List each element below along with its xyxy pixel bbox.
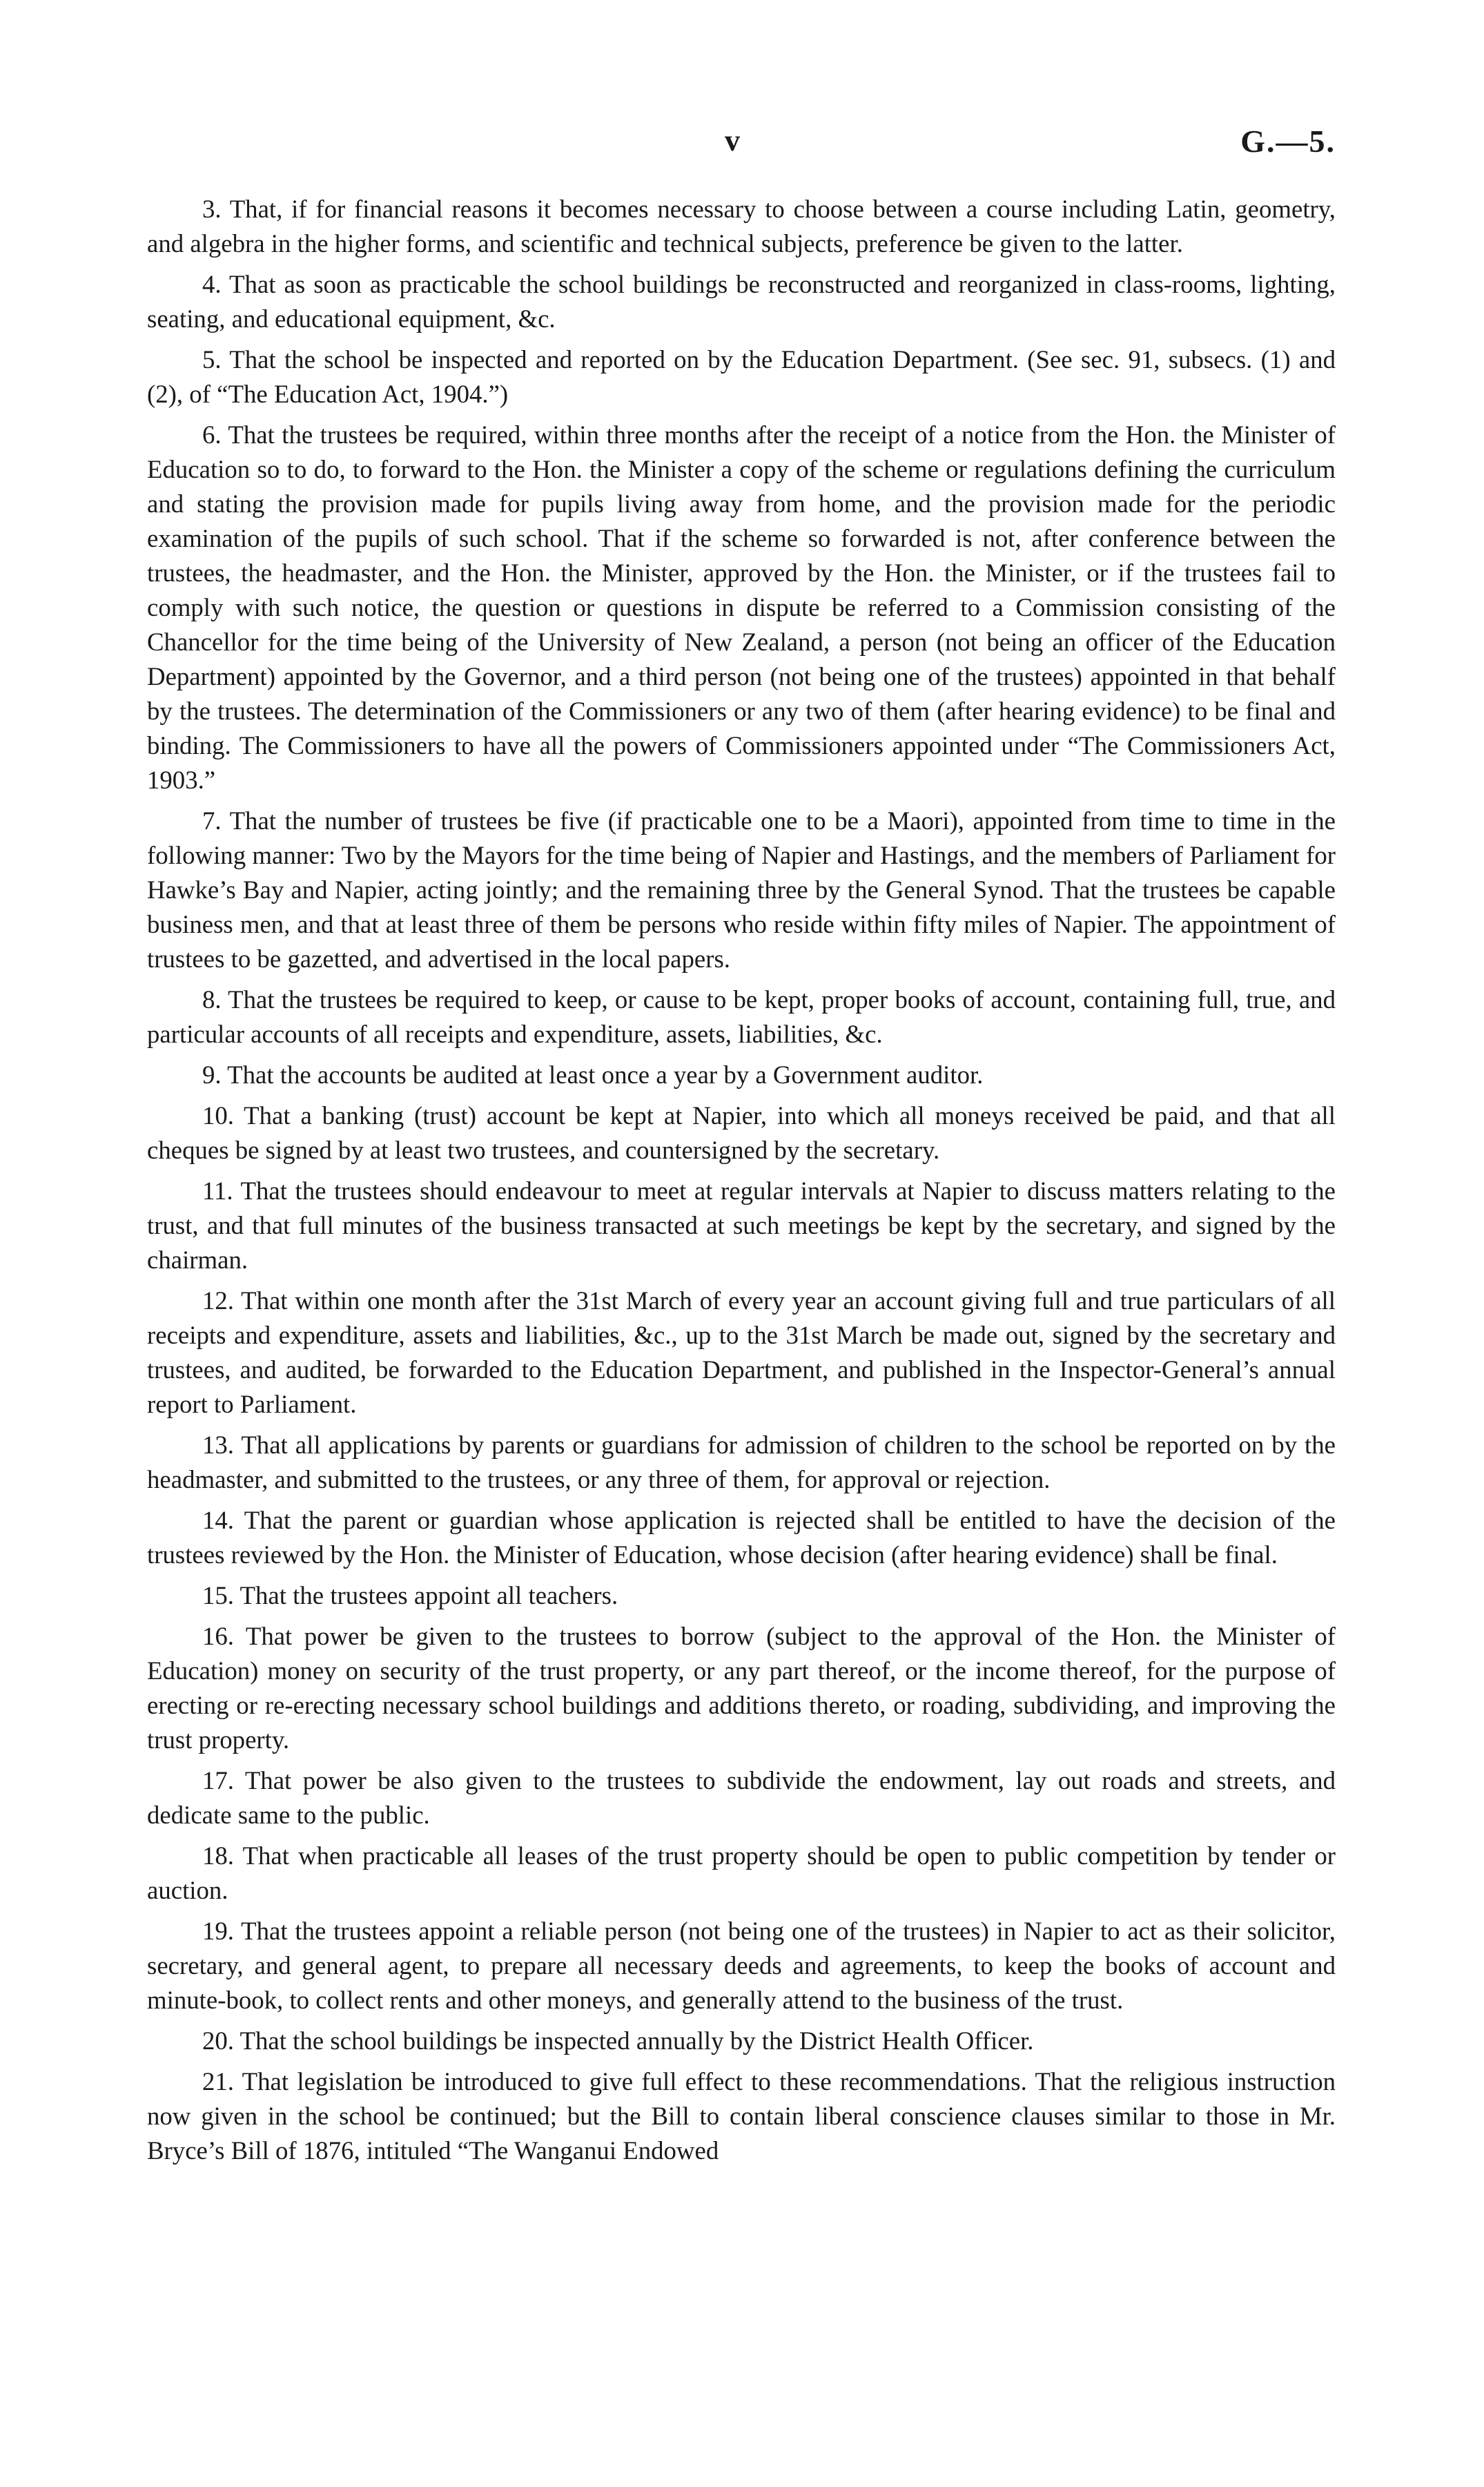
page-header: [0, 123, 1484, 164]
paragraph-20: 20. That the school buildings be inspected annually by the District Health Officer.: [202, 2026, 1034, 2055]
page-number: v: [725, 124, 740, 157]
paragraph-10: 10. That a banking (trust) account be kept at Napier, into which all moneys received be paid, and that all cheques be signed by at least two trustees, and countersigned by the secretary.: [147, 1101, 1336, 1164]
document-body: [147, 192, 1336, 2174]
document-reference: G.—5.: [1240, 124, 1336, 159]
paragraph-11: 11. That the trustees should endeavour to meet at regular intervals at Napier to discuss matters relating to the trust, and that full minutes of the business transacted at such meetings be kept by the secretary, and signed by the chairman.: [147, 1177, 1336, 1274]
paragraph-5: 5. That the school be inspected and reported on by the Education Department. (See sec. 91, subsecs. (1) and (2), of “The Education Act, 1904.”): [147, 345, 1336, 408]
paragraph-19: 19. That the trustees appoint a reliable person (not being one of the trustees) in Napier to act as their solicitor, secretary, and general agent, to prepare all necessary deeds and agreements, to keep the books of account and minute-book, to collect rents and other moneys, and generally attend to the business of the trust.: [147, 1917, 1336, 2014]
paragraph-21: 21. That legislation be introduced to give full effect to these recommendations. That the religious instruction now given in the school be continued; but the Bill to contain liberal conscience clauses similar to those in Mr. Bryce’s Bill of 1876, intituled “The Wanganui Endowed: [147, 2067, 1336, 2165]
paragraph-8: 8. That the trustees be required to keep, or cause to be kept, proper books of account, containing full, true, and particular accounts of all receipts and expenditure, assets, liabilities, &c.: [147, 985, 1336, 1048]
paragraph-17: 17. That power be also given to the trustees to subdivide the endowment, lay out roads and streets, and dedicate same to the public.: [147, 1766, 1336, 1829]
paragraph-14: 14. That the parent or guardian whose application is rejected shall be entitled to have the decision of the trustees reviewed by the Hon. the Minister of Education, whose decision (after hearing evidence) shall be final.: [147, 1506, 1336, 1569]
paragraph-9: 9. That the accounts be audited at least once a year by a Government auditor.: [202, 1061, 984, 1089]
paragraph-13: 13. That all applications by parents or guardians for admission of children to the school be reported on by the headmaster, and submitted to the trustees, or any three of them, for approval or rejection.: [147, 1431, 1336, 1493]
paragraph-12: 12. That within one month after the 31st March of every year an account giving full and true particulars of all receipts and expenditure, assets and liabilities, &c., up to the 31st March be made out, signed by the secretary and trustees, and audited, be forwarded to the Education Department, and published in the Inspector-General’s annual report to Parliament.: [147, 1286, 1336, 1418]
paragraph-15: 15. That the trustees appoint all teachers.: [202, 1581, 618, 1609]
paragraph-18: 18. That when practicable all leases of the trust property should be open to public competition by tender or auction.: [147, 1841, 1336, 1904]
paragraph-3: 3. That, if for financial reasons it becomes necessary to choose between a course including Latin, geometry, and algebra in the higher forms, and scientific and technical subjects, preference be given to the latter.: [147, 195, 1336, 258]
paragraph-16: 16. That power be given to the trustees to borrow (subject to the approval of the Hon. the Minister of Education) money on security of the trust property, or any part thereof, or the income thereof, for the purpose of erecting or re-erecting necessary school buildings and additions thereto, or roading, subdividing, and improving the trust property.: [147, 1622, 1336, 1754]
paragraph-6: 6. That the trustees be required, within three months after the receipt of a notice from the Hon. the Minister of Education so to do, to forward to the Hon. the Minister a copy of the scheme or regulations defining the curriculum and stating the provision made for pupils living away from home, and the provision made for the periodic examination of the pupils of such school. That if the scheme so forwarded is not, after conference between the trustees, the headmaster, and the Hon. the Minister, approved by the Hon. the Minister, or if the trustees fail to comply with such notice, the question or questions in dispute be referred to a Commission consisting of the Chancellor for the time being of the University of New Zealand, a person (not being an officer of the Education Department) appointed by the Governor, and a third person (not being one of the trustees) appointed in that behalf by the trustees. The determination of the Commissioners or any two of them (after hearing evidence) to be final and binding. The Commissioners to have all the powers of Commissioners appointed under “The Commissioners Act, 1903.”: [147, 420, 1336, 794]
paragraph-7: 7. That the number of trustees be five (if practicable one to be a Maori), appointed from time to time in the following manner: Two by the Mayors for the time being of Napier and Hastings, and the members of Parliament for Hawke’s Bay and Napier, acting jointly; and the remaining three by the General Synod. That the trustees be capable business men, and that at least three of them be persons who reside within fifty miles of Napier. The appointment of trustees to be gazetted, and advertised in the local papers.: [147, 806, 1336, 973]
paragraph-4: 4. That as soon as practicable the school buildings be reconstructed and reorganized in class-rooms, lighting, seating, and educational equipment, &c.: [147, 270, 1336, 333]
